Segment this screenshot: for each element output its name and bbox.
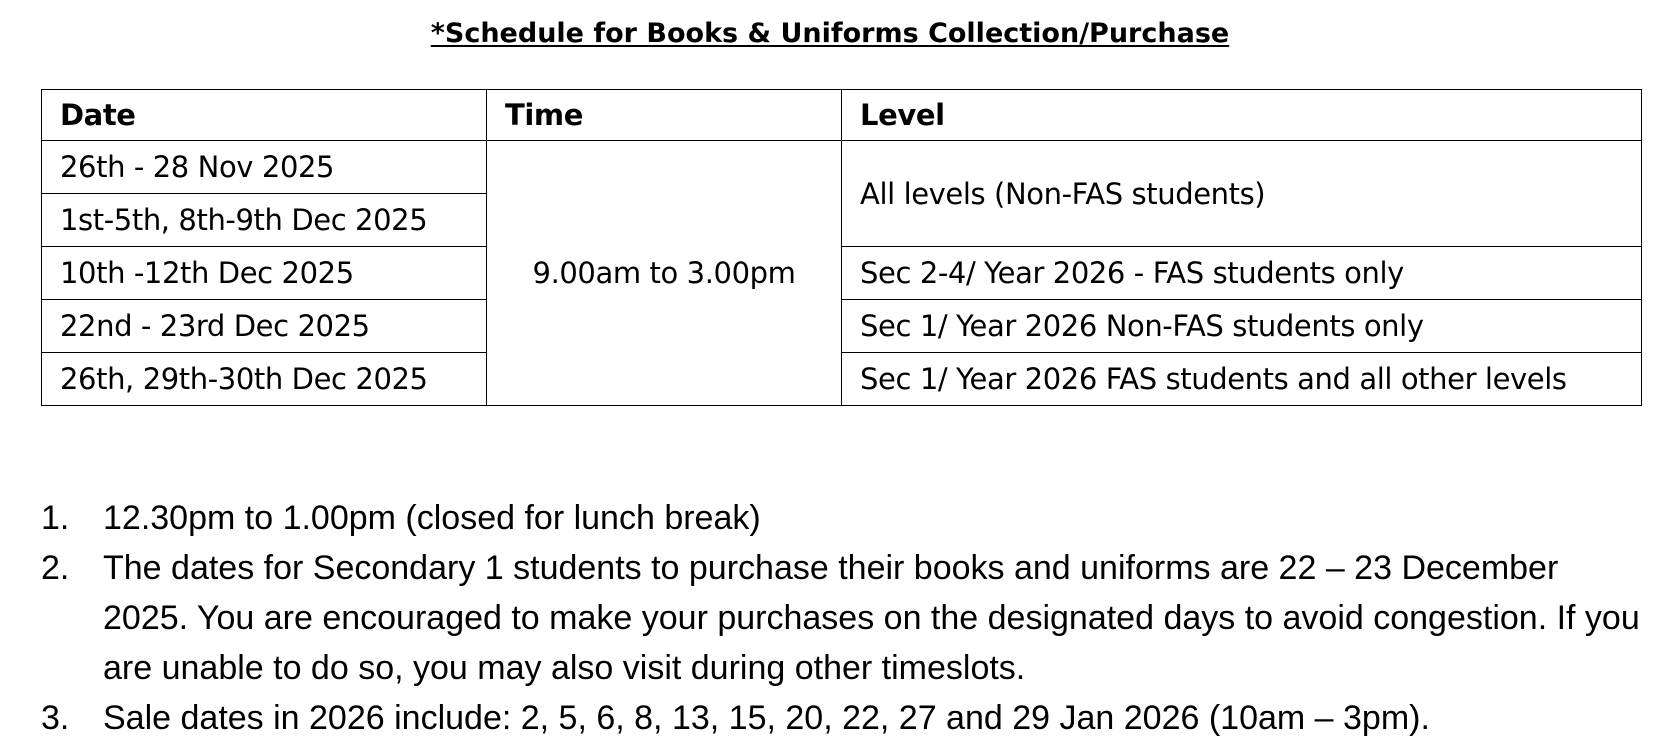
- date-cell: 22nd - 23rd Dec 2025: [42, 300, 487, 353]
- table-header-row: [42, 90, 1642, 141]
- level-cell: Sec 1/ Year 2026 Non-FAS students only: [842, 300, 1642, 353]
- table-row: [42, 141, 1642, 194]
- time-cell: 9.00am to 3.00pm: [487, 141, 842, 406]
- date-cell: 26th, 29th-30th Dec 2025: [42, 353, 487, 406]
- page-title-text: *Schedule for Books & Uniforms Collection/Purchase: [430, 18, 1230, 49]
- table-row: [42, 353, 1642, 406]
- level-cell: All levels (Non-FAS students): [842, 141, 1642, 247]
- date-cell: 10th -12th Dec 2025: [42, 247, 487, 300]
- table-row: [42, 300, 1642, 353]
- list-item-number: 1.: [41, 499, 70, 537]
- list-item-text: The dates for Secondary 1 students to purchase their books and uniforms are 22 – 23 December 2025. You are encouraged to make your purchases on the designated days to avoid congestion. If you are unable to do so, you may also visit during other timeslots.: [103, 549, 1640, 687]
- list-item-text: Sale dates in 2026 include: 2, 5, 6, 8, 13, 15, 20, 22, 27 and 29 Jan 2026 (10am – 3pm).: [103, 699, 1430, 737]
- list-item: [41, 543, 1641, 693]
- table-row: [42, 247, 1642, 300]
- page-title: [0, 16, 1660, 52]
- list-item-text: 12.30pm to 1.00pm (closed for lunch break): [103, 499, 761, 537]
- list-item-number: 2.: [41, 549, 70, 587]
- level-cell: Sec 2-4/ Year 2026 - FAS students only: [842, 247, 1642, 300]
- notes-list: [41, 493, 1641, 743]
- schedule-table: [41, 89, 1642, 406]
- list-item-number: 3.: [41, 699, 70, 737]
- list-item: [41, 493, 1641, 543]
- date-cell: 1st-5th, 8th-9th Dec 2025: [42, 194, 487, 247]
- header-time: Time: [487, 90, 842, 141]
- list-item: [41, 693, 1641, 743]
- header-level: Level: [842, 90, 1642, 141]
- level-cell: Sec 1/ Year 2026 FAS students and all other levels: [842, 353, 1642, 406]
- header-date: Date: [42, 90, 487, 141]
- date-cell: 26th - 28 Nov 2025: [42, 141, 487, 194]
